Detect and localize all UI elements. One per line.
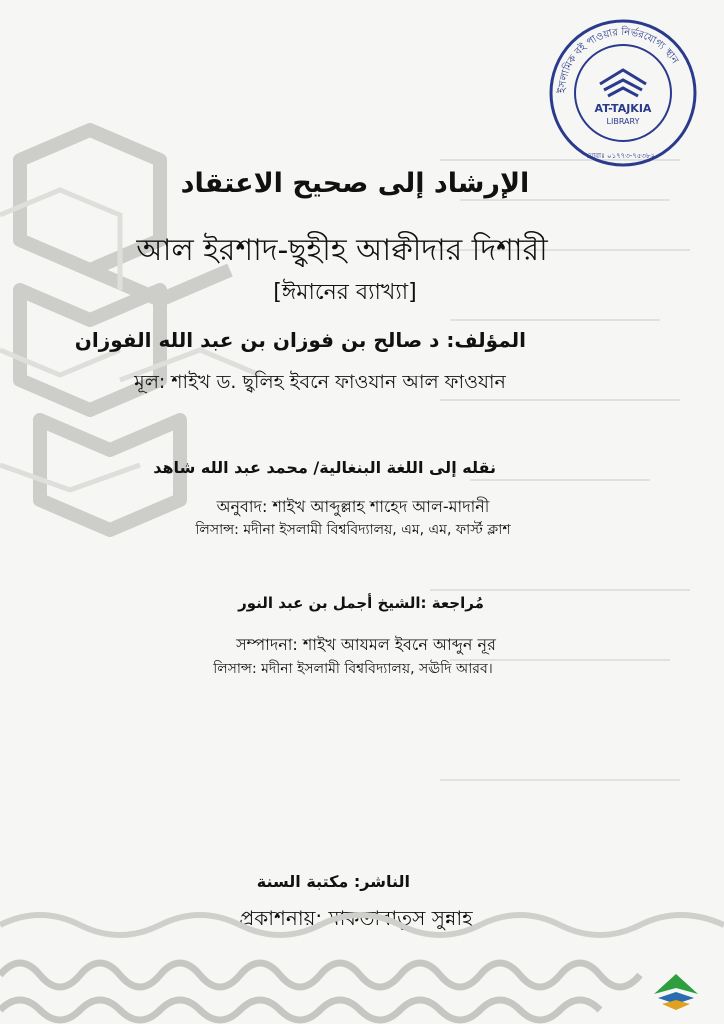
translator-bengali: অনুবাদ: শাইখ আব্দুল্লাহ শাহেদ আল-মাদানী — [216, 497, 490, 516]
stamp-phone-text: মোবাঃ ০১৭৭৩-৭৫৩৮২০ — [586, 152, 660, 160]
title-bengali: আল ইরশাদ-ছ্বহীহ আক্বীদার দিশারী — [136, 233, 548, 268]
book-icon — [600, 70, 646, 96]
translator-arabic: نقله إلى اللغة البنغالية/ محمد عبد الله شاهد — [153, 458, 496, 477]
publisher-logo-icon — [652, 972, 700, 1012]
stamp-sub-text: LIBRARY — [606, 117, 640, 126]
stamp-center-text: AT-TAJKIA — [594, 102, 652, 115]
translator-credentials: লিসান্স: মদীনা ইসলামী বিশ্ববিদ্যালয়, এম, এম, ফার্স্ট ক্লাশ — [195, 522, 511, 538]
publisher-arabic: الناشر: مكتبة السنة — [256, 872, 410, 891]
library-stamp — [548, 18, 698, 168]
editor-bengali: সম্পাদনা: শাইখ আযমল ইবনে আব্দুন নূর — [236, 635, 496, 654]
author-bengali: মূল: শাইখ ড. ছ্বলিহ ইবনে ফাওযান আল ফাওযান — [134, 371, 506, 393]
subtitle-bengali: [ঈমানের ব্যাখ্যা] — [273, 280, 417, 305]
title-arabic: الإرشاد إلى صحيح الاعتقاد — [180, 168, 530, 199]
author-arabic: المؤلف: د صالح بن فوزان بن عبد الله الفوزان — [74, 328, 526, 352]
publisher-bengali: প্রকাশনায়: মাকতাবাতুস সুন্নাহ — [239, 906, 473, 930]
editor-credentials: লিসান্স: মদীনা ইসলামী বিশ্ববিদ্যালয়, সঊদি আরব। — [213, 661, 493, 677]
stamp-ring-text: ইসলামিক বই পাওয়ার নির্ভরযোগ্য স্থান — [556, 26, 681, 94]
reviewer-arabic: مُراجعة :الشيخ أجمل بن عبد النور — [238, 594, 484, 612]
decorative-border-bottom — [0, 905, 724, 1024]
